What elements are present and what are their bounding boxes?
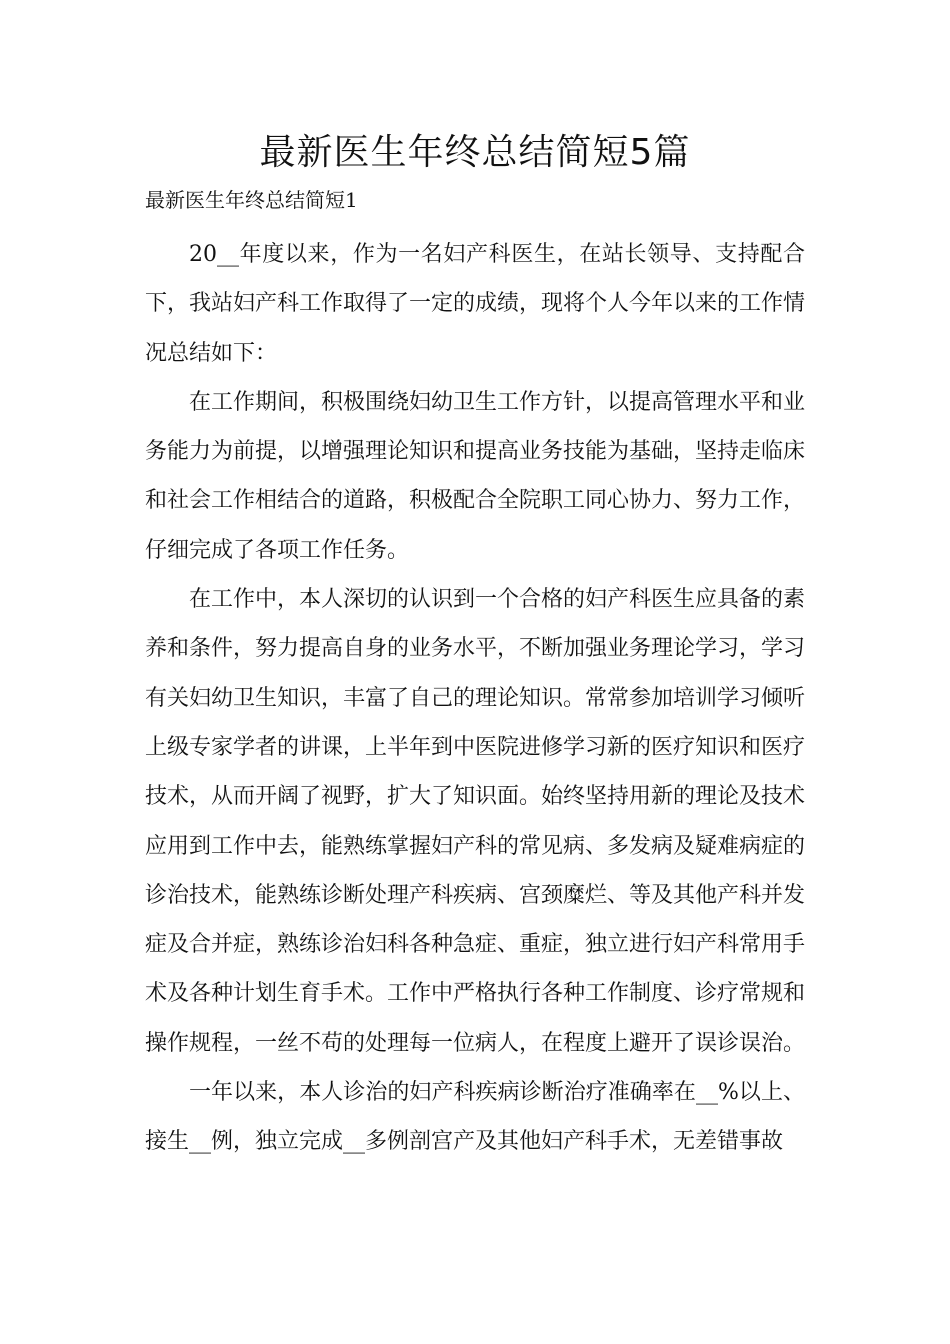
- section-heading: 最新医生年终总结简短1: [145, 188, 358, 212]
- document-body: [145, 230, 805, 1167]
- document-title: 最新医生年终总结简短5篇: [259, 132, 691, 173]
- paragraph-yearly-results: 一年以来，本人诊治的妇产科疾病诊断治疗准确率在__%以上、接生__例，独立完成__多例剖宫产及其他妇产科手术，无差错事故: [145, 1080, 805, 1155]
- paragraph-intro: 20__年度以来，作为一名妇产科医生，在站长领导、支持配合下，我站妇产科工作取得了一定的成绩，现将个人今年以来的工作情况总结如下：: [145, 242, 806, 366]
- paragraph-work-details: 在工作中，本人深切的认识到一个合格的妇产科医生应具备的素养和条件，努力提高自身的业务水平，不断加强业务理论学习，学习有关妇幼卫生知识，丰富了自己的理论知识。常常参加培训学习倾听上级专家学者的讲课，上半年到中医院进修学习新的医疗知识和医疗技术，从而开阔了视野，扩大了知识面。始终坚持用新的理论及技术应用到工作中去，能熟练掌握妇产科的常见病、多发病及疑难病症的诊治技术，能熟练诊断处理产科疾病、宫颈糜烂、等及其他产科并发症及合并症，熟练诊治妇科各种急症、重症，独立进行妇产科常用手术及各种计划生育手术。工作中严格执行各种工作制度、诊疗常规和操作规程，一丝不苟的处理每一位病人，在程度上避开了误诊误治。: [145, 587, 806, 1056]
- paragraph-work-period: 在工作期间，积极围绕妇幼卫生工作方针，以提高管理水平和业务能力为前提，以增强理论知识和提高业务技能为基础，坚持走临床和社会工作相结合的道路，积极配合全院职工同心协力、努力工作，仔细完成了各项工作任务。: [145, 389, 806, 563]
